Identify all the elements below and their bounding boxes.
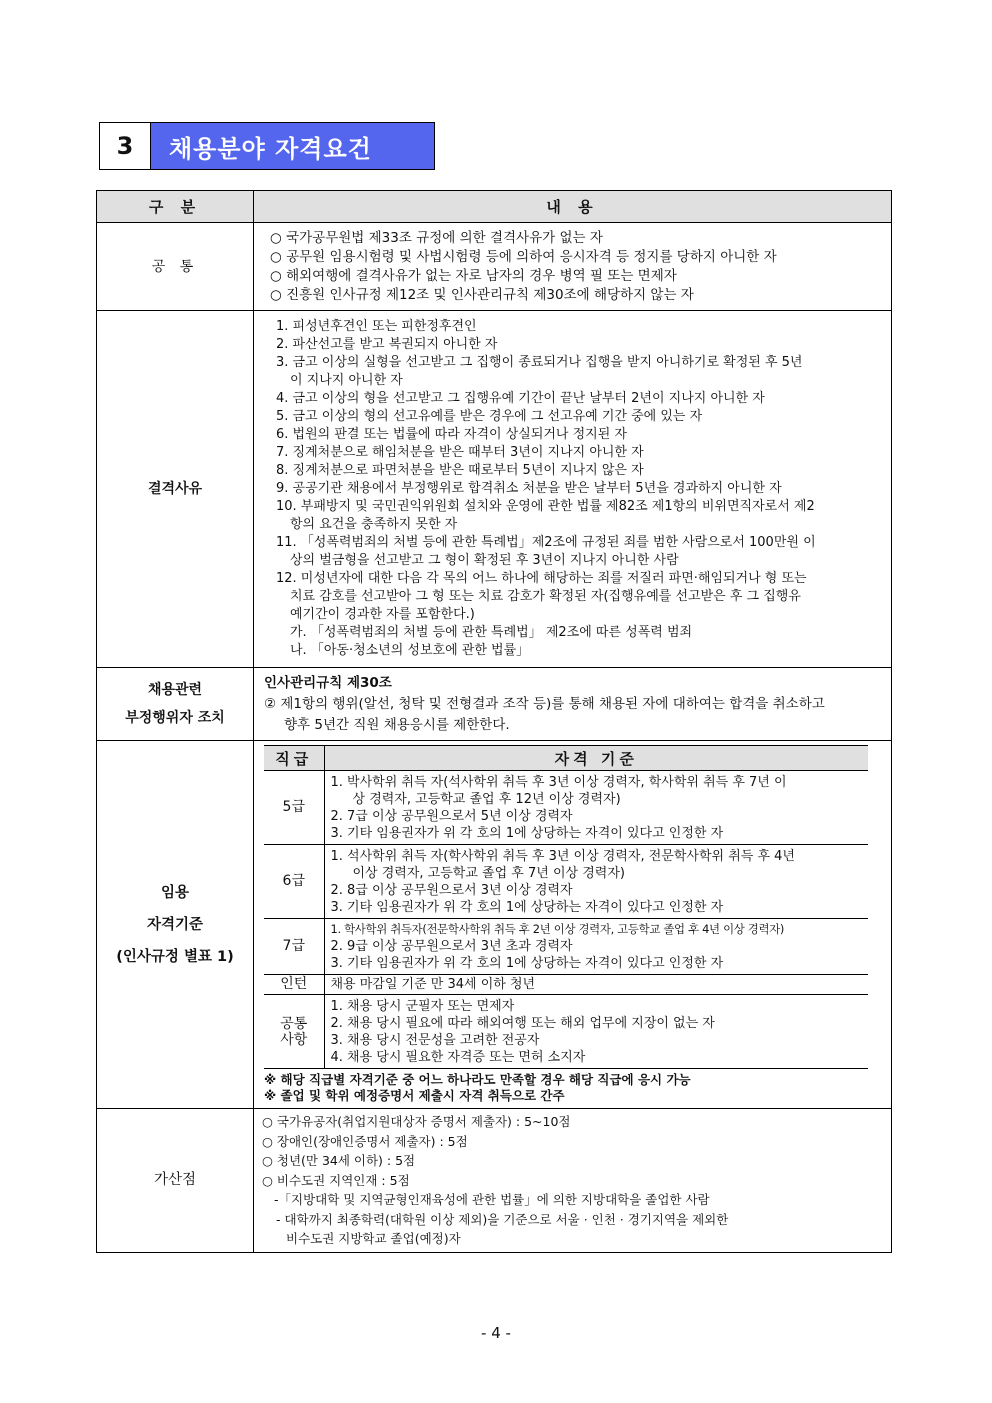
list-item: ○ 청년(만 34세 이하) : 5점 — [262, 1153, 416, 1168]
table-row — [264, 845, 868, 919]
qualification-notes — [264, 1072, 883, 1104]
table-row — [264, 975, 868, 995]
page-number: - 4 - — [481, 1324, 511, 1342]
list-item: ○ 비수도권 지역인재 : 5점 — [262, 1172, 410, 1188]
rule-line: ② 제1항의 행위(알선, 청탁 및 전형결과 조작 등)를 통해 채용된 자에 대하여는 합격을 취소하고 — [264, 695, 825, 712]
list-item: 10. 부패방지 및 국민권익위원회 설치와 운영에 관한 법률 제82조 제1항의 비위면직자로서 제2 — [276, 499, 815, 514]
grade-cell: 7급 — [264, 919, 324, 975]
criteria-cell: 1. 학사학위 취득자(전문학사학위 취득 후 2년 이상 경력자, 고등학교 졸업 후 4년 이상 경력자) 2. 9급 이상 공무원으로서 3년 초과 경력자 3. 기타 임용권자가 위 각 호의 1에 상당하는 자격이 있다고 인정한 자 — [324, 919, 868, 975]
qualification-label-line1: 임용 — [160, 884, 189, 901]
table-row — [264, 771, 868, 845]
qualification-label — [97, 741, 254, 1109]
section-header — [99, 122, 435, 170]
grade-header: 직급 — [264, 746, 324, 771]
grade-cell: 공통사항 — [264, 995, 324, 1069]
criteria-cell: 1. 박사학위 취득 자(석사학위 취득 후 3년 이상 경력자, 학사학위 취득 후 7년 이 상 경력자, 고등학교 졸업 후 12년 이상 경력자) 2. 7급 이상 공무원으로서 5년 이상 경력자 3. 기타 임용권자가 위 각 호의 1에 상당하는 자격이 있다고 인정한 자 — [324, 771, 868, 845]
fraud-content — [254, 668, 892, 741]
list-item: 7. 징계처분으로 해임처분을 받은 때부터 3년이 지나지 아니한 자 — [276, 445, 644, 460]
note: ※ 졸업 및 학위 예정증명서 제출시 자격 취득으로 간주 — [264, 1088, 565, 1103]
list-item: 예기간이 경과한 자를 포함한다.) — [290, 607, 475, 622]
grade-cell: 인턴 — [264, 975, 324, 995]
grade-cell: 6급 — [264, 845, 324, 919]
criteria-header: 자격 기준 — [324, 746, 868, 771]
row-disqualification — [97, 311, 892, 668]
qualification-label-line3: (인사규정 별표 1) — [116, 948, 234, 965]
fraud-label-line2: 부정행위자 조치 — [125, 710, 225, 726]
list-item: ○ 진흥원 인사규정 제12조 및 인사관리규칙 제30조에 해당하지 않는 자 — [270, 286, 694, 303]
bonus-content — [254, 1109, 892, 1253]
list-item: 6. 법원의 판결 또는 법률에 따라 자격이 상실되거나 정지된 자 — [276, 427, 627, 442]
table-row — [264, 919, 868, 975]
list-item: 상의 벌금형을 선고받고 그 형이 확정된 후 3년이 지나지 아니한 사람 — [290, 553, 679, 568]
qualification-label-line2: 자격기준 — [146, 916, 204, 933]
list-item: 9. 공공기관 채용에서 부정행위로 합격취소 처분을 받은 날부터 5년을 경과하지 아니한 자 — [276, 481, 782, 496]
table-row — [264, 995, 868, 1069]
list-item: -「지방대학 및 지역균형인재육성에 관한 법률」에 의한 지방대학을 졸업한 사람 — [274, 1192, 710, 1207]
rule-title: 인사관리규칙 제30조 — [264, 674, 392, 691]
list-item: 12. 미성년자에 대한 다음 각 목의 어느 하나에 해당하는 죄를 저질러 파면·해임되거나 형 또는 — [276, 571, 807, 586]
list-item: ○ 국가유공자(취업지원대상자 증명서 제출자) : 5~10점 — [262, 1114, 571, 1129]
common-content — [254, 223, 892, 311]
criteria-cell: 1. 채용 당시 군필자 또는 면제자 2. 채용 당시 필요에 따라 해외여행 또는 해외 업무에 지장이 없는 자 3. 채용 당시 전문성을 고려한 전공자 4. 채용 당시 필요한 자격증 또는 면허 소지자 — [324, 995, 868, 1069]
rule-line: 향후 5년간 직원 채용응시를 제한한다. — [284, 716, 510, 733]
disqualification-content — [254, 311, 892, 668]
common-label: 공 통 — [97, 223, 254, 311]
list-item: ○ 해외여행에 결격사유가 없는 자로 남자의 경우 병역 필 또는 면제자 — [270, 267, 677, 284]
list-item: 나. 「아동·청소년의 성보호에 관한 법률」 — [290, 643, 530, 658]
list-item: 항의 요건을 충족하지 못한 자 — [290, 517, 458, 532]
qualification-content — [254, 741, 892, 1109]
requirements-table — [96, 190, 892, 1253]
list-item: 1. 피성년후견인 또는 피한정후견인 — [276, 319, 477, 334]
list-item: ○ 국가공무원법 제33조 규정에 의한 결격사유가 없는 자 — [270, 229, 603, 246]
list-item: 11. 「성폭력범죄의 처벌 등에 관한 특례법」제2조에 규정된 죄를 범한 사람으로서 100만원 이 — [276, 535, 816, 550]
grade-cell: 5급 — [264, 771, 324, 845]
criteria-cell: 채용 마감일 기준 만 34세 이하 청년 — [324, 975, 868, 995]
row-bonus — [97, 1109, 892, 1253]
table-header-row — [97, 191, 892, 223]
list-item: 이 지나지 아니한 자 — [290, 373, 403, 388]
fraud-label-line1: 채용관련 — [147, 682, 203, 698]
grade-table — [264, 745, 868, 1069]
section-title: 채용분야 자격요건 — [151, 123, 434, 169]
disqualification-label: 결격사유 — [97, 311, 254, 668]
criteria-cell: 1. 석사학위 취득 자(학사학위 취득 후 3년 이상 경력자, 전문학사학위 취득 후 4년 이상 경력자, 고등학교 졸업 후 7년 이상 경력자) 2. 8급 이상 공무원으로서 3년 이상 경력자 3. 기타 임용권자가 위 각 호의 1에 상당하는 자격이 있다고 인정한 자 — [324, 845, 868, 919]
fraud-label — [97, 668, 254, 741]
row-fraud — [97, 668, 892, 741]
bonus-label: 가산점 — [97, 1109, 254, 1253]
list-item: 5. 금고 이상의 형의 선고유예를 받은 경우에 그 선고유예 기간 중에 있는 자 — [276, 409, 703, 424]
list-item: 가. 「성폭력범죄의 처벌 등에 관한 특례법」 제2조에 따른 성폭력 범죄 — [290, 625, 693, 640]
row-common — [97, 223, 892, 311]
list-item: 2. 파산선고를 받고 복권되지 아니한 자 — [276, 337, 498, 352]
list-item: 8. 징계처분으로 파면처분을 받은 때로부터 5년이 지나지 않은 자 — [276, 463, 644, 478]
list-item: - 대학까지 최종학력(대학원 이상 제외)을 기준으로 서울 · 인천 · 경기지역을 제외한 — [276, 1211, 729, 1227]
note: ※ 해당 직급별 자격기준 중 어느 하나라도 만족할 경우 해당 직급에 응시 가능 — [264, 1072, 691, 1087]
list-item: 비수도권 지방학교 졸업(예정)자 — [286, 1231, 461, 1246]
list-item: 3. 금고 이상의 실형을 선고받고 그 집행이 종료되거나 집행을 받지 아니하기로 확정된 후 5년 — [276, 355, 803, 370]
list-item: ○ 장애인(장애인증명서 제출자) : 5점 — [262, 1133, 468, 1149]
list-item: ○ 공무원 임용시험령 및 사법시험령 등에 의하여 응시자격 등 정지를 당하지 아니한 자 — [270, 248, 777, 265]
list-item: 치료 감호를 선고받아 그 형 또는 치료 감호가 확정된 자(집행유예를 선고받은 후 그 집행유 — [290, 589, 801, 604]
row-qualification — [97, 741, 892, 1109]
header-content: 내 용 — [254, 191, 892, 223]
header-category: 구 분 — [97, 191, 254, 223]
section-number: 3 — [100, 123, 151, 169]
list-item: 4. 금고 이상의 형을 선고받고 그 집행유예 기간이 끝난 날부터 2년이 지나지 아니한 자 — [276, 391, 765, 406]
